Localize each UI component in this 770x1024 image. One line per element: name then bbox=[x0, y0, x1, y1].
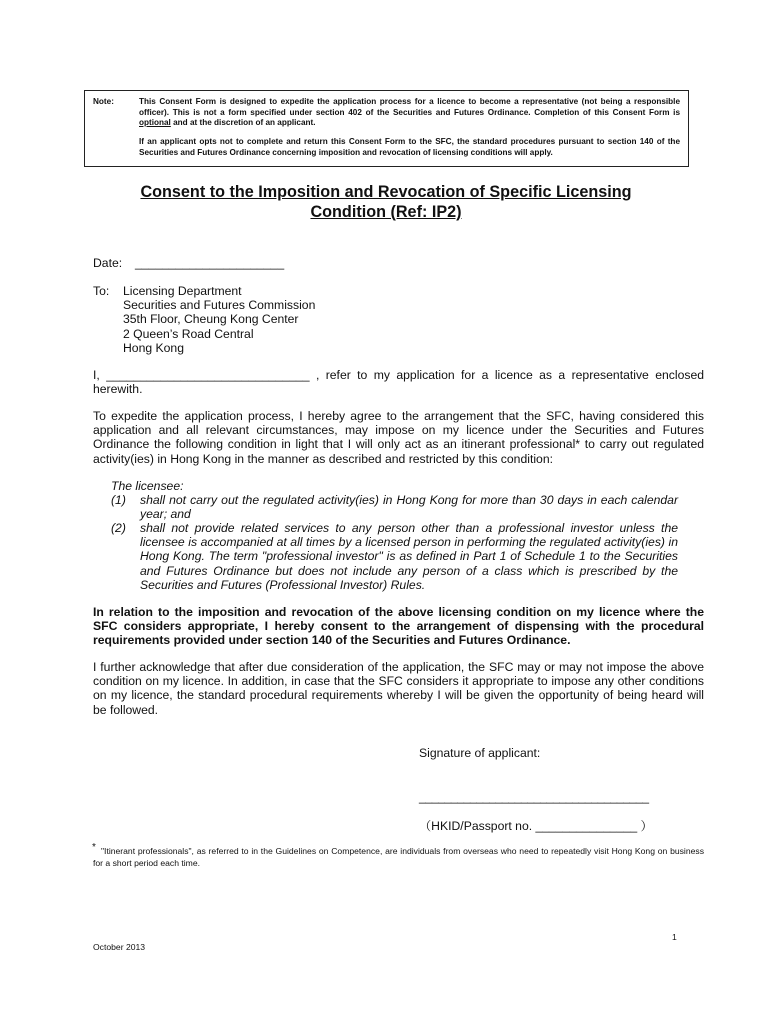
recipient-label: To: bbox=[93, 284, 110, 298]
footnote-text: "Itinerant professionals", as referred to in the Guidelines on Competence, are individuals from overseas who need to repeatedly visit Hong Kong on business for a short period each time. bbox=[93, 846, 704, 869]
condition-number: (1) bbox=[111, 493, 126, 507]
address-line: Securities and Futures Commission bbox=[123, 298, 316, 313]
title-line-1: Consent to the Imposition and Revocation of Specific Licensing bbox=[140, 183, 632, 201]
licensee-conditions bbox=[111, 479, 704, 592]
date-field bbox=[93, 256, 704, 270]
footnote-mark: * bbox=[92, 842, 96, 853]
address-line: 2 Queen’s Road Central bbox=[123, 326, 254, 341]
signature-label: Signature of applicant: bbox=[419, 746, 541, 760]
page-number: 1 bbox=[672, 932, 677, 942]
note-paragraph-2: If an applicant opts not to complete and return this Consent Form to the SFC, the standard procedures pursuant to section 140 of the Securities and Futures Ordinance concerning imposition and revocation of licensing conditions will apply. bbox=[139, 137, 680, 157]
condition-text: shall not carry out the regulated activity(ies) in Hong Kong for more than 30 days in each calendar year; and bbox=[140, 493, 678, 522]
note-box bbox=[84, 90, 689, 167]
note-label: Note: bbox=[93, 97, 114, 106]
consent-paragraph: In relation to the imposition and revocation of the above licensing condition on my licence where the SFC considers appropriate, I hereby consent to the arrangement of dispensing with the procedural requirements provided under section 140 of the Securities and Futures Ordinance. bbox=[93, 605, 704, 648]
address-line: Hong Kong bbox=[123, 340, 184, 355]
hkid-passport-field[interactable]: （HKID/Passport no. _______________ ） bbox=[419, 819, 653, 833]
footnote bbox=[92, 842, 704, 869]
date-label: Date: bbox=[93, 256, 123, 270]
condition-text: shall not provide related services to any person other than a professional investor unless the licensee is accompanied at all times by a licensed person in performing the regulated activity(ies) in Hong Kong. The term "professional investor" is as defined in Part 1 of Schedule 1 to the Securities and Futures Ordinance but does not include any person of a class which is prescribed by the Securities and Futures (Professional Investor) Rules. bbox=[140, 521, 678, 592]
recipient-address bbox=[123, 284, 315, 355]
signature-line[interactable]: ____________________________________ bbox=[419, 790, 649, 804]
expedite-paragraph: To expedite the application process, I hereby agree to the arrangement that the SFC, having considered this application and all relevant circumstances, may impose on my licence under the Securities and Futures Ordinance the following condition in light that I will only act as an itinerant professional* to carry out regulated activity(ies) in Hong Kong in the manner as described and restricted by this condition: bbox=[93, 409, 704, 466]
intro-paragraph bbox=[93, 368, 704, 396]
address-line: Licensing Department bbox=[123, 284, 242, 298]
note-paragraph-1-text: This Consent Form is designed to expedite the application process for a licence to become a representative (not being a responsible officer). This is not a form specified under section 402 of the Securities and Futures Ordinance. Completion of this Consent Form is bbox=[139, 97, 680, 117]
condition-number: (2) bbox=[111, 521, 126, 535]
address-line: 35th Floor, Cheung Kong Center bbox=[123, 312, 299, 327]
note-paragraph-1 bbox=[139, 97, 680, 129]
document-title bbox=[80, 182, 692, 222]
intro-text: , refer to my application for a licence as a representative enclosed herewith. bbox=[93, 368, 705, 397]
note-optional-emphasis: optional bbox=[139, 118, 171, 128]
acknowledge-paragraph: I further acknowledge that after due consideration of the application, the SFC may or may not impose the above condition on my licence. In addition, in case that the SFC considers it appropriate to impose any other conditions on my licence, the standard procedural requirements whereby I will be given the opportunity of being heard will be followed. bbox=[93, 660, 704, 717]
title-line-2: Condition (Ref: IP2) bbox=[310, 203, 462, 221]
applicant-name-blank[interactable]: ______________________________ bbox=[106, 368, 310, 382]
intro-prefix: I, bbox=[93, 368, 100, 382]
footer-date: October 2013 bbox=[93, 942, 146, 952]
licensee-heading: The licensee: bbox=[111, 479, 184, 493]
note-paragraph-1-end: and at the discretion of an applicant. bbox=[170, 118, 316, 128]
date-blank[interactable]: ______________________ bbox=[135, 256, 285, 270]
